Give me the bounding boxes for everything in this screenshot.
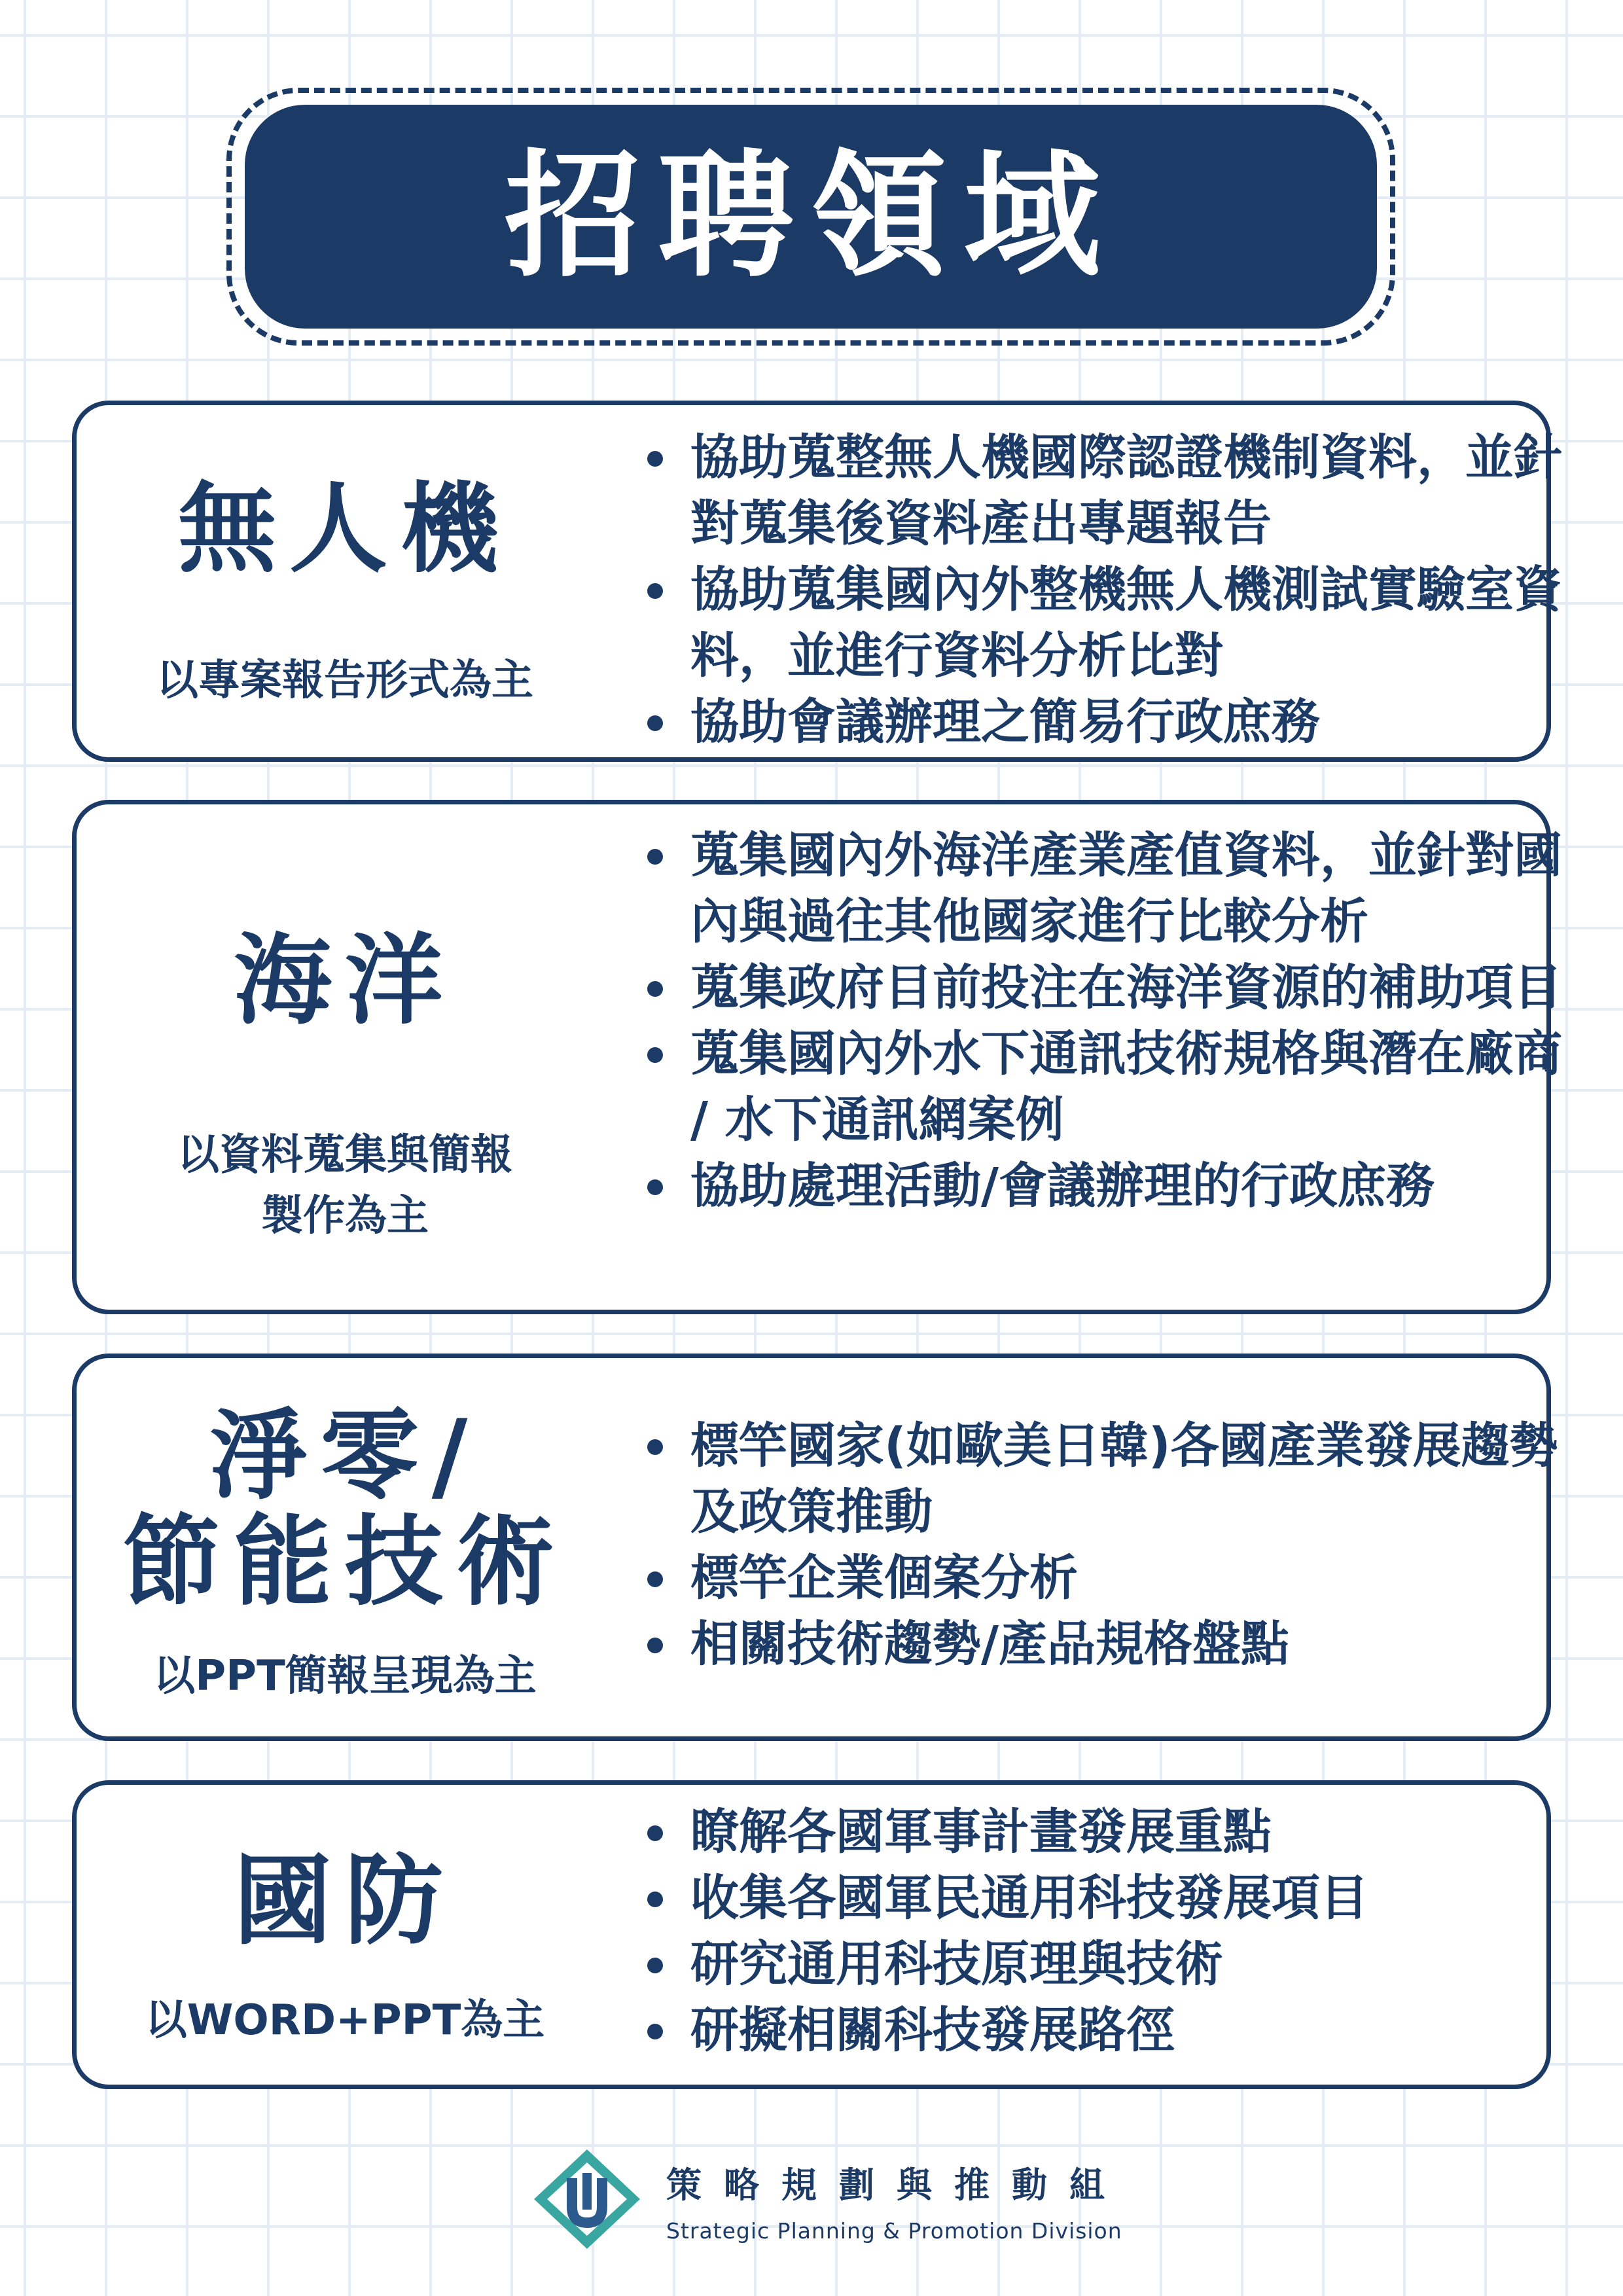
task-item: 研究通用科技原理與技術 [633, 1931, 1562, 1998]
field-card-ocean [72, 800, 1562, 1314]
field-header [77, 804, 613, 1310]
task-item: 蒐集國內外海洋產業產值資料，並針對國內與過往其他國家進行比較分析 [633, 823, 1562, 955]
task-item: 研擬相關科技發展路徑 [633, 1998, 1562, 2064]
field-card-defense [72, 1780, 1551, 2089]
field-name-line2: 節能技術 [122, 1505, 567, 1619]
org-name: 策略規劃與推動組 [666, 2164, 1127, 2206]
task-item: 標竿國家(如歐美日韓)各國產業發展趨勢及政策推動 [633, 1413, 1562, 1545]
field-name: 海洋 [233, 924, 456, 1038]
task-list [633, 1413, 1562, 1677]
field-name-line1: 淨零/ [209, 1399, 481, 1513]
task-item: 相關技術趨勢/產品規格盤點 [633, 1611, 1562, 1677]
field-note: 以WORD+PPT為主 [145, 1996, 545, 2045]
field-header [77, 405, 613, 757]
task-list [633, 1799, 1562, 2064]
title-banner [245, 105, 1377, 329]
division-logo-icon [531, 2147, 643, 2251]
field-name: 國防 [233, 1844, 456, 1958]
task-item: 協助會議辦理之簡易行政庶務 [633, 689, 1562, 755]
task-item: 蒐集國內外水下通訊技術規格與潛在廠商 / 水下通訊網案例 [633, 1021, 1562, 1153]
task-item: 收集各國軍民通用科技發展項目 [633, 1865, 1562, 1931]
task-item: 蒐集政府目前投注在海洋資源的補助項目 [633, 955, 1562, 1021]
field-note: 以PPT簡報呈現為主 [153, 1652, 537, 1700]
task-item: 協助蒐集國內外整機無人機測試實驗室資料，並進行資料分析比對 [633, 557, 1562, 689]
task-list [633, 823, 1562, 1219]
page-title: 招聘領域 [505, 137, 1117, 296]
org-name-en: Strategic Planning & Promotion Division [666, 2218, 1122, 2244]
field-header [77, 1358, 613, 1736]
field-card-net-zero [72, 1354, 1558, 1741]
task-item: 協助蒐整無人機國際認證機制資料，並針對蒐集後資料產出專題報告 [633, 425, 1562, 557]
task-item: 標竿企業個案分析 [633, 1545, 1562, 1611]
field-note: 以專案報告形式為主 [156, 656, 533, 705]
field-note: 以資料蒐集與簡報製作為主 [177, 1131, 512, 1240]
task-item: 瞭解各國軍事計畫發展重點 [633, 1799, 1562, 1865]
task-list [633, 425, 1562, 755]
field-header [77, 1785, 613, 2085]
task-item: 協助處理活動/會議辦理的行政庶務 [633, 1153, 1562, 1219]
field-card-drone [72, 401, 1562, 762]
field-name: 無人機 [177, 473, 512, 586]
